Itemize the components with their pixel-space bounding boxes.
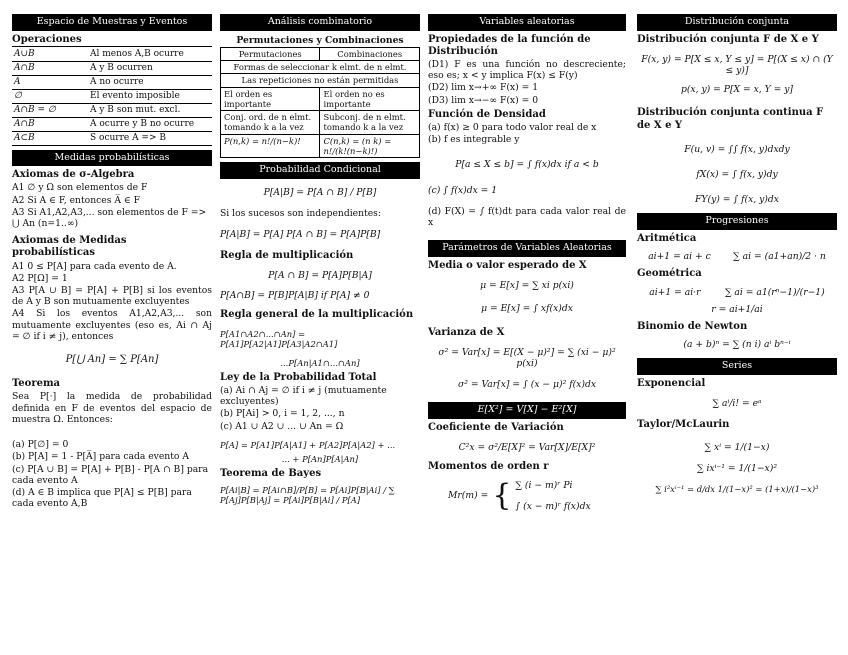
- formula-mult: P[A ∩ B] = P[A]P[B|A]: [268, 270, 372, 282]
- total-prob-item: (c) A1 ∪ A2 ∪ ... ∪ An = Ω: [220, 420, 344, 432]
- formula-cv: C²x = σ²/E[X]² = Var[X]/E[X]²: [458, 442, 596, 454]
- formula-mean-discrete: μ = E[x] = ∑ xi p(xi): [480, 280, 574, 292]
- formula-mult: P[A∩B] = P[B]P[A|B] if P[A] ≠ 0: [220, 289, 370, 301]
- arith-formulas: [637, 251, 837, 262]
- section-header-series: Series: [637, 358, 837, 375]
- axiom-item: A1 ∅ y Ω son elementos de F: [12, 182, 148, 194]
- total-prob-item: (b) P[Ai] > 0, i = 1, 2, ..., n: [220, 408, 345, 420]
- formula-taylor-2: ∑ ixⁱ⁻¹ = 1/(1−x)²: [696, 462, 778, 474]
- density-item-c: (c) ∫ f(x)dx = 1: [428, 184, 498, 196]
- measure-axiom: A4 Si los eventos A1,A2,A3,... son mutuamente excluyentes (eso es, Ai ∩ Aj = ∅ if i ≠ j), entonces: [12, 308, 212, 342]
- op-cell: A∩B̅: [12, 117, 88, 131]
- op-desc: A ocurre y B no ocurre: [88, 117, 212, 131]
- formula-bayes: P[Ai|B] = P[Ai∩B]/P[B] = P[Ai]P[B|Ai] / ∑ P[Aj]P[B|Aj] = P[Ai]P[B|Ai] / P[A]: [220, 484, 395, 505]
- dist-prop-item: (D2) lim x→+∞ F(x) = 1: [428, 82, 539, 94]
- dist-prop-item: (D1) F es una función no descreciente; eso es; x < y implica F(x) ≤ F(y): [428, 58, 626, 82]
- table-cell: C(n,k) = (n k) = n!/(k!(n−k)!): [320, 134, 420, 158]
- formula-geom: ai+1 = ai·r: [649, 286, 701, 298]
- section-header-combinatorio: Análisis combinatorio: [220, 14, 420, 31]
- formula-newton: (a + b)ⁿ = ∑ (n i) aⁱ bⁿ⁻ⁱ: [683, 339, 791, 351]
- section-header-condicional: Probabilidad Condicional: [220, 162, 420, 179]
- table-row: Las repeticiones no están permitidas: [221, 74, 420, 87]
- newton-title: Binomio de Newton: [637, 321, 748, 333]
- mean-title: Media o valor esperado de X: [428, 259, 587, 271]
- density-item: (a) f(x) ≥ 0 para todo valor real de x: [428, 122, 597, 134]
- section-header-ex2: E[X²] = V[X] − E²[X]: [428, 402, 626, 419]
- brace-glyph: {: [492, 477, 512, 513]
- section-header-medidas: Medidas probabilísticas: [12, 150, 212, 167]
- op-desc: A no ocurre: [88, 75, 212, 89]
- dist-props-title: Propiedades de la función de Distribución: [428, 33, 591, 57]
- table-cell: El orden es importante: [221, 87, 320, 111]
- op-cell: ∅: [12, 89, 88, 103]
- table-cell: Conj. ord. de n elmt. tomando k a la vez: [221, 111, 320, 135]
- column-1: [12, 14, 212, 510]
- axiom-item: A2 Si A ∈ F, entonces A̅ ∈ F: [12, 194, 140, 206]
- op-desc: El evento imposible: [88, 89, 212, 103]
- theorem-item: (a) P[∅] = 0: [12, 439, 69, 451]
- union-formula: P[⋃ An] = ∑ P[An]: [65, 354, 159, 366]
- measure-axiom: A2 P[Ω] = 1: [12, 272, 68, 284]
- op-desc: A y B ocurren: [88, 61, 212, 75]
- formula-taylor-3: ∑ i²xⁱ⁻¹ = d/dx 1/(1−x)² = (1+x)/(1−x)³: [655, 484, 819, 495]
- table-row: Formas de seleccionar k elmt. de n elmt.: [221, 61, 420, 74]
- axioms-sigma-title: Axiomas de σ-Algebra: [12, 169, 135, 181]
- formula-total-prob: P[A] = P[A1]P[A|A1] + P[A2]P[A|A2] + ...: [220, 439, 396, 450]
- formula-joint-pmf: p(x, y) = P[X = x, Y = y]: [680, 84, 794, 96]
- taylor-title: Taylor/McLaurin: [637, 419, 730, 431]
- total-prob-item: (a) Ai ∩ Aj = ∅ if i ≠ j (mutuamente excluyentes): [220, 385, 387, 408]
- formula-geom-ratio: r = ai+1/ai: [711, 303, 763, 315]
- formula-marginal-x: fX(x) = ∫ f(x, y)dy: [696, 169, 778, 181]
- variance-title: Varianza de X: [428, 326, 505, 338]
- formula-geom-sum: ∑ ai = a1(rⁿ−1)/(r−1): [724, 286, 825, 298]
- formula-joint-cont: F(u, v) = ∫∫ f(x, y)dxdy: [684, 143, 790, 155]
- formula-general-mult: ...P[An|A1∩...∩An]: [280, 357, 360, 368]
- formula-exp: ∑ aⁱ/i! = eᵃ: [712, 398, 762, 410]
- op-cell: A∩B: [12, 61, 88, 75]
- theorem-item: (d) A ∈ B implica que P[A] ≤ P[B] para cada evento A,B: [12, 487, 192, 510]
- indep-text: Si los sucesos son independientes:: [220, 207, 381, 219]
- dist-prop-item: (D3) lim x→−∞ F(x) = 0: [428, 94, 539, 106]
- op-desc: Al menos A,B ocurre: [88, 48, 212, 61]
- section-header-variables: Variables aleatorias: [428, 14, 626, 31]
- table-title: Permutaciones y Combinaciones: [221, 34, 420, 48]
- axiom-item: A3 Si A1,A2,A3,... son elementos de F => ⋃ An (n=1..∞): [12, 206, 207, 229]
- formula-arith-sum: ∑ ai = (a1+an)/2 · n: [733, 251, 826, 263]
- moments-title: Momentos de orden r: [428, 461, 549, 473]
- op-desc: S ocurre A => B: [88, 131, 212, 145]
- section-header-progresiones: Progresiones: [637, 213, 837, 230]
- op-cell: A̅: [12, 75, 88, 89]
- moments-cases: [515, 480, 590, 512]
- op-desc: A y B son mut. excl.: [88, 103, 212, 117]
- joint-dist-title: Distribución conjunta F de X e Y: [637, 33, 819, 45]
- cv-title: Coeficiente de Variación: [428, 421, 564, 433]
- table-cell: P(n,k) = n!/(n−k)!: [221, 134, 320, 158]
- moments-lhs: Mr(m) =: [448, 490, 489, 502]
- formula-arith: ai+1 = ai + c: [648, 251, 711, 263]
- formula-general-mult: P[A1∩A2∩...∩An] = P[A1]P[A2|A1]P[A3|A2∩A1]: [220, 329, 338, 350]
- arith-title: Aritmética: [637, 233, 697, 245]
- formula-independent: P[A|B] = P[A] P[A ∩ B] = P[A]P[B]: [220, 229, 381, 241]
- general-mult-title: Regla general de la multiplicación: [220, 308, 414, 320]
- formula-taylor-1: ∑ xⁱ = 1/(1−x): [704, 441, 770, 453]
- formula-conditional: P[A|B] = P[A ∩ B] / P[B]: [263, 186, 377, 198]
- section-header-espacio: Espacio de Muestras y Eventos: [12, 14, 212, 31]
- measure-axiom: A1 0 ≤ P[A] para cada evento de A.: [12, 260, 177, 272]
- total-prob-title: Ley de la Probabilidad Total: [220, 371, 377, 383]
- moments-case: ∫ (x − m)ʳ f(x)dx: [515, 500, 591, 512]
- column-4: [637, 14, 837, 504]
- op-cell: A∩B = ∅: [12, 103, 88, 117]
- op-cell: A⊂B: [12, 131, 88, 145]
- density-item: (b) f es integrable y: [428, 134, 520, 146]
- theorem-item: (b) P[A] = 1 - P[A̅] para cada evento A: [12, 451, 190, 463]
- axioms-measure-title: Axiomas de Medidas probabilísticas: [12, 235, 127, 259]
- bayes-title: Teorema de Bayes: [220, 468, 322, 480]
- formula-moments: [428, 477, 626, 513]
- table-cell: El orden no es importante: [320, 87, 420, 111]
- theorem-item: (c) P[A ∪ B] = P[A] + P[B] - P[A ∩ B] para cada evento A: [12, 463, 209, 486]
- formula-total-prob: ... + P[An]P[A|An]: [281, 454, 359, 465]
- operations-table: [12, 48, 212, 146]
- geom-title: Geométrica: [637, 268, 702, 280]
- section-header-parametros: Parámetros de Variables Aleatorias: [428, 240, 626, 257]
- formula-mean-continuous: μ = E[x] = ∫ xf(x)dx: [481, 303, 573, 315]
- density-title: Función de Densidad: [428, 108, 546, 120]
- geom-formulas: [637, 287, 837, 298]
- formula-variance-discrete: σ² = Var[x] = E[(X − μ)²] = ∑ (xi − μ)² p(xi): [438, 346, 616, 369]
- ops-title: Operaciones: [12, 34, 212, 47]
- table-cell: Subconj. de n elmt. tomando k a la vez: [320, 111, 420, 135]
- moments-case: ∑ (i − m)ʳ Pi: [515, 479, 573, 491]
- formula-marginal-y: FY(y) = ∫ f(x, y)dx: [695, 194, 779, 206]
- density-item-d: (d) F(X) = ∫ f(t)dt para cada valor real de x: [428, 205, 626, 229]
- column-3: [428, 14, 626, 512]
- mult-title: Regla de multiplicación: [220, 250, 354, 262]
- formula-joint-cdf: F(x, y) = P[X ≤ x, Y ≤ y] = P[(X ≤ x) ∩ (Y ≤ y)]: [641, 53, 833, 76]
- formula-density: P[a ≤ X ≤ b] = ∫ f(x)dx if a < b: [455, 159, 599, 171]
- theorem-text: Sea P[·] la medida de probabilidad definida en F de eventos del espacio de muestra Ω. Entonces:: [12, 391, 212, 425]
- formula-variance-continuous: σ² = Var[x] = ∫ (x − μ)² f(x)dx: [457, 379, 597, 391]
- combinatorics-table: [220, 34, 420, 158]
- measure-axiom: A3 P[A ∪ B] = P[A] + P[B] si los eventos de A y B son mutuamente excluyentes: [12, 285, 212, 308]
- column-2: [220, 14, 420, 506]
- exp-title: Exponencial: [637, 378, 706, 390]
- section-header-conjunta: Distribución conjunta: [637, 14, 837, 31]
- theorem-title: Teorema: [12, 378, 61, 390]
- op-cell: A∪B: [12, 48, 88, 61]
- joint-cont-title: Distribución conjunta continua F de X e Y: [637, 107, 824, 131]
- col-header: Combinaciones: [320, 47, 420, 60]
- col-header: Permutaciones: [221, 47, 320, 60]
